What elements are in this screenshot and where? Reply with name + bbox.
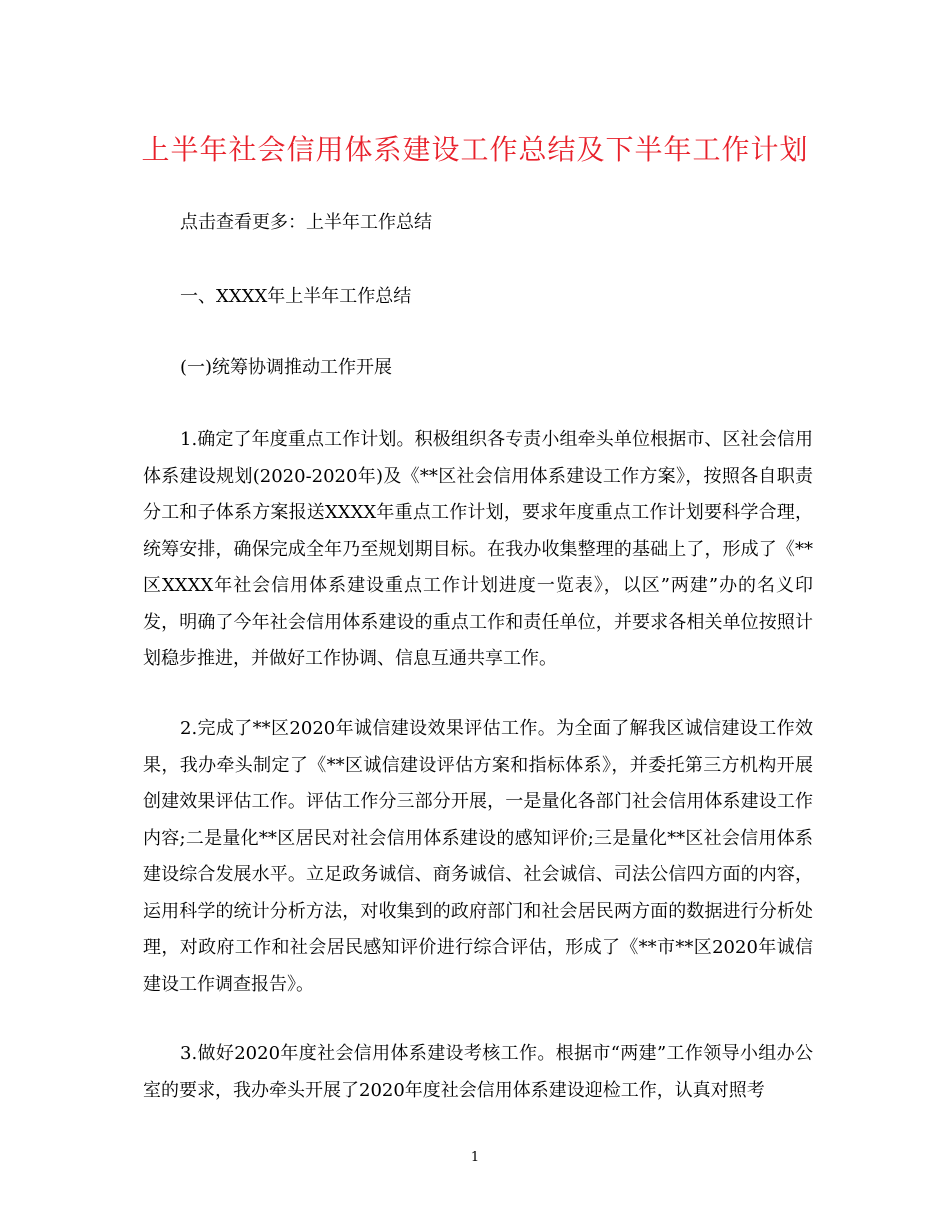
paragraph-1: 1.确定了年度重点工作计划。积极组织各专责小组牵头单位根据市、区社会信用体系建设规划(2020-2020年)及《**区社会信用体系建设工作方案》，按照各自职责分工和子体系方案报送XXXX年重点工作计划，要求年度重点工作计划要科学合理，统筹安排，确保完成全年乃至规划期目标。在我办收集整理的基础上了，形成了《**区XXXX年社会信用体系建设重点工作计划进度一览表》，以区”两建”办的名义印发，明确了今年社会信用体系建设的重点工作和责任单位，并要求各相关单位按照计划稳步推进，并做好工作协调、信息互通共享工作。 <box>143 429 813 669</box>
section-heading: 一、XXXX年上半年工作总结 <box>180 286 412 307</box>
subsection-heading: (一)统筹协调推动工作开展 <box>180 357 393 378</box>
document-title: 上半年社会信用体系建设工作总结及下半年工作计划 <box>141 133 809 166</box>
more-link-line[interactable]: 点击查看更多：上半年工作总结 <box>180 212 432 233</box>
paragraph-2: 2.完成了**区2020年诚信建设效果评估工作。为全面了解我区诚信建设工作效果，我办牵头制定了《**区诚信建设评估方案和指标体系》，并委托第三方机构开展创建效果评估工作。评估工作分三部分开展，一是量化各部门社会信用体系建设工作内容;二是量化**区居民对社会信用体系建设的感知评价;三是量化**区社会信用体系建设综合发展水平。立足政务诚信、商务诚信、社会诚信、司法公信四方面的内容，运用科学的统计分析方法，对收集到的政府部门和社会居民两方面的数据进行分析处理，对政府工作和社会居民感知评价进行综合评估，形成了《**市**区2020年诚信建设工作调查报告》。 <box>143 718 813 995</box>
paragraph-3: 3.做好2020年度社会信用体系建设考核工作。根据市“两建”工作领导小组办公室的要求，我办牵头开展了2020年度社会信用体系建设迎检工作，认真对照考 <box>143 1043 813 1101</box>
page-number: 1 <box>470 1150 480 1165</box>
